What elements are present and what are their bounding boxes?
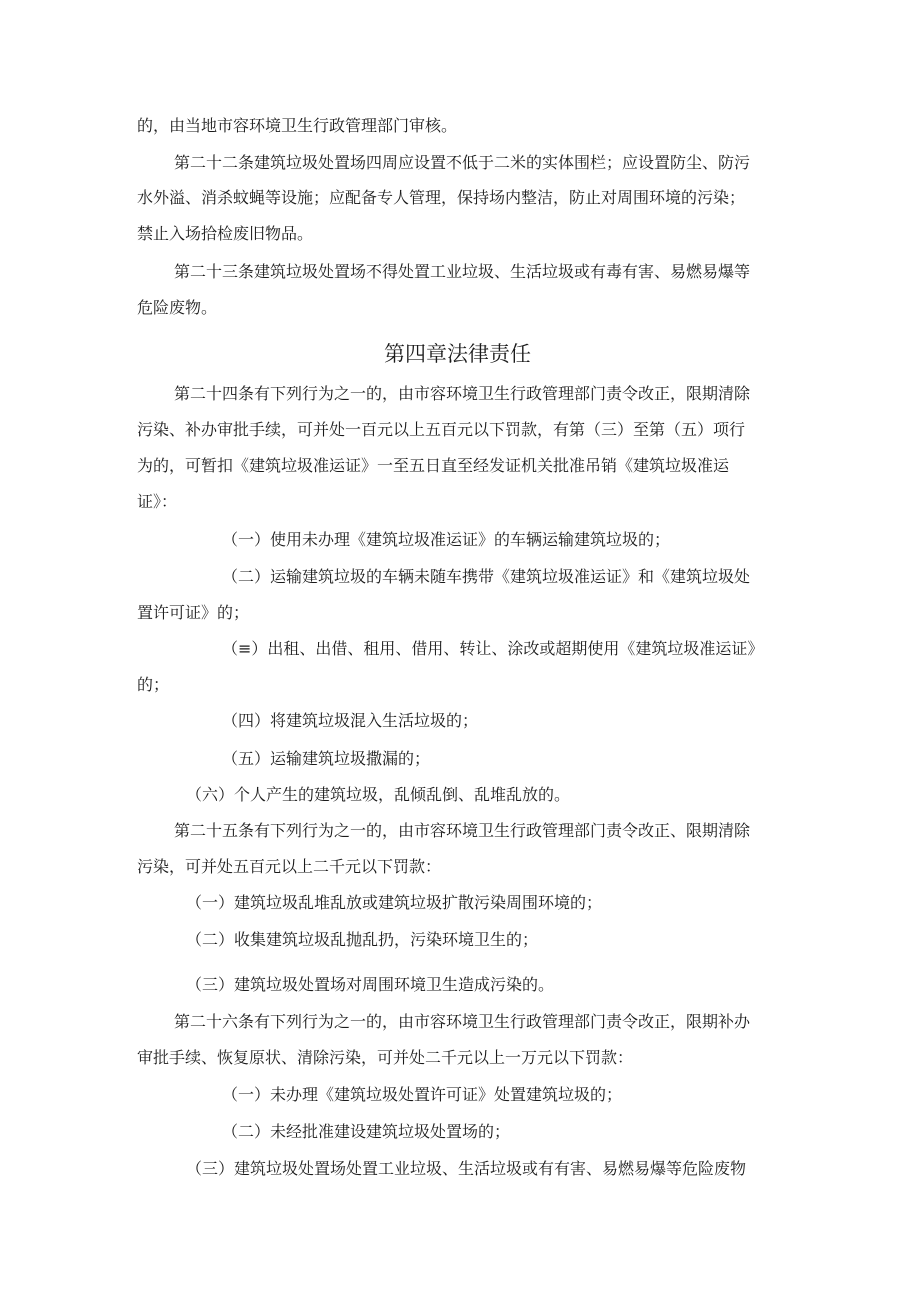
- article-24-item-1: （一）使用未办理《建筑垃圾准运证》的车辆运输建筑垃圾的；: [222, 530, 671, 549]
- article-23-line-1: 第二十三条建筑垃圾处置场不得处置工业垃圾、生活垃圾或有毒有害、易燃易爆等: [174, 262, 751, 281]
- article-26-item-1: （一）未办理《建筑垃圾处置许可证》处置建筑垃圾的；: [222, 1085, 623, 1104]
- article-24-item-2-line-1: （二）运输建筑垃圾的车辆未随车携带《建筑垃圾准运证》和《建筑垃圾处: [222, 567, 751, 586]
- article-26-line-1: 第二十六条有下列行为之一的，由市容环境卫生行政管理部门责令改正，限期补办: [174, 1012, 751, 1031]
- article-24-line-2: 污染、补办审批手续，可并处一百元以上五百元以下罚款，有第（三）至第（五）项行: [137, 420, 746, 439]
- article-26-line-2: 审批手续、恢复原状、清除污染，可并处二千元以上一万元以下罚款：: [137, 1048, 634, 1067]
- article-24-item-4: （四）将建筑垃圾混入生活垃圾的；: [222, 711, 479, 730]
- article-22-line-1: 第二十二条建筑垃圾处置场四周应设置不低于二米的实体围栏；应设置防尘、防污: [174, 153, 751, 172]
- article-22-line-2: 水外溢、消杀蚊蝇等设施；应配备专人管理，保持场内整洁，防止对周围环境的污染；: [137, 188, 746, 207]
- article-23-line-2: 危险废物。: [137, 298, 218, 317]
- article-24-item-3-line-2: 的；: [137, 675, 170, 694]
- article-25-line-1: 第二十五条有下列行为之一的，由市容环境卫生行政管理部门责令改正、限期清除: [174, 821, 751, 840]
- article-25-item-3: （三）建筑垃圾处置场对周围环境卫生造成污染的。: [186, 975, 555, 994]
- article-26-item-2: （二）未经批准建设建筑垃圾处置场的；: [222, 1122, 511, 1141]
- article-26-item-3: （三）建筑垃圾处置场处置工业垃圾、生活垃圾或有有害、易燃易爆等危险废物: [186, 1159, 747, 1178]
- article-24-line-1: 第二十四条有下列行为之一的，由市容环境卫生行政管理部门责令改正，限期清除: [174, 384, 751, 403]
- article-22-line-3: 禁止入场拾检废旧物品。: [137, 224, 314, 243]
- article-25-item-1: （一）建筑垃圾乱堆乱放或建筑垃圾扩散污染周围环境的；: [186, 893, 603, 912]
- article-24-line-4: 证》：: [137, 492, 178, 511]
- article-21-tail: 的，由当地市容环境卫生行政管理部门审核。: [137, 116, 458, 135]
- chapter-title: 第四章法律责任: [384, 342, 531, 366]
- article-24-item-2-line-2: 置许可证》的；: [137, 603, 250, 622]
- article-24-item-5: （五）运输建筑垃圾撒漏的；: [222, 749, 431, 768]
- article-25-item-2: （二）收集建筑垃圾乱抛乱扔，污染环境卫生的；: [186, 930, 539, 949]
- article-25-line-2: 污染，可并处五百元以上二千元以下罚款：: [137, 857, 442, 876]
- article-24-item-3-line-1: （≡）出租、出借、租用、借用、转让、涂改或超期使用《建筑垃圾准运证》: [222, 639, 764, 658]
- article-24-line-3: 为的，可暂扣《建筑垃圾准运证》一至五日直至经发证机关批准吊销《建筑垃圾准运: [137, 456, 730, 475]
- article-24-item-6: （六）个人产生的建筑垃圾，乱倾乱倒、乱堆乱放的。: [186, 785, 571, 804]
